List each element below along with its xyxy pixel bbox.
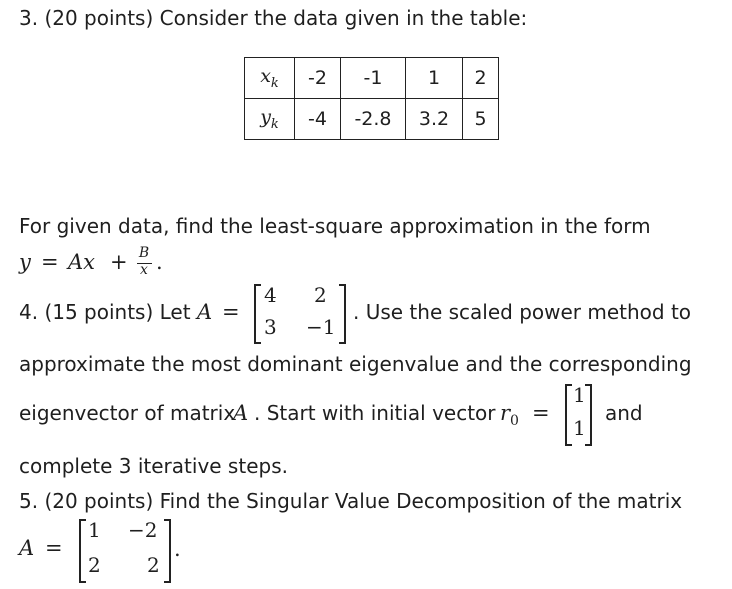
matrix-left-bracket xyxy=(254,284,261,344)
r0-vector-1: 1 xyxy=(573,383,586,407)
table-cell: 3.2 xyxy=(406,99,463,140)
q4-var: A xyxy=(197,300,213,324)
q5-matrix-21: 2 xyxy=(88,553,101,577)
q4-matrix-22: −1 xyxy=(306,315,336,339)
formula-plus: + xyxy=(110,250,128,274)
q5-matrix-left-bracket xyxy=(79,519,86,583)
table-cell: 2 xyxy=(463,58,499,99)
q5-matrix-right-bracket xyxy=(164,519,171,583)
q4-line3-c: and xyxy=(605,401,643,425)
formula-frac-num: B xyxy=(138,245,150,261)
q4-line3-var: A xyxy=(233,401,249,425)
formula-frac-den: x xyxy=(140,262,148,278)
table-cell: 1 xyxy=(406,58,463,99)
q4-intro: 4. (15 points) Let xyxy=(19,300,191,324)
q5-matrix-11: 1 xyxy=(88,518,101,542)
q4-line4: complete 3 iterative steps. xyxy=(19,454,288,478)
formula-eq: = xyxy=(41,250,59,274)
r0-vector-2: 1 xyxy=(573,416,586,440)
q4-line3-b: . Start with initial vector xyxy=(254,401,496,425)
r0-var: $r_0$ xyxy=(500,401,519,430)
q4-eq: = xyxy=(222,300,240,324)
formula-lhs: y xyxy=(19,250,31,274)
table-row-x xyxy=(245,58,499,99)
table-cell: -2.8 xyxy=(341,99,406,140)
data-table xyxy=(244,57,499,140)
table-cell: -4 xyxy=(295,99,341,140)
q4-matrix-21: 3 xyxy=(264,315,277,339)
matrix-right-bracket xyxy=(339,284,346,344)
row-x-label: $x_k$ xyxy=(245,58,295,99)
q5-matrix-12: −2 xyxy=(128,518,158,542)
q5-matrix-22: 2 xyxy=(147,553,160,577)
table-row-y xyxy=(245,99,499,140)
row-y-label: $y_k$ xyxy=(245,99,295,140)
vector-left-bracket xyxy=(565,384,572,446)
q3-heading: 3. (20 points) Consider the data given in the table: xyxy=(19,6,528,30)
table-cell: -2 xyxy=(295,58,341,99)
q5-heading: 5. (20 points) Find the Singular Value Decomposition of the matrix xyxy=(19,489,683,513)
q4-line2: approximate the most dominant eigenvalue and the corresponding xyxy=(19,352,692,376)
formula-end: . xyxy=(156,250,163,274)
vector-right-bracket xyxy=(585,384,592,446)
q5-eq: = xyxy=(45,536,63,560)
table-cell: -1 xyxy=(341,58,406,99)
q4-matrix-11: 4 xyxy=(264,283,277,307)
table-cell: 5 xyxy=(463,99,499,140)
q4-text-after: . Use the scaled power method to xyxy=(353,300,692,324)
q5-end: . xyxy=(174,537,181,561)
formula-term1: Ax xyxy=(68,250,96,274)
q4-line3-a: eigenvector of matrix xyxy=(19,401,236,425)
r0-eq: = xyxy=(532,401,550,425)
q4-matrix-12: 2 xyxy=(314,283,327,307)
q5-var: A xyxy=(19,536,35,560)
q3-instruction: For given data, find the least-square approximation in the form xyxy=(19,214,651,238)
